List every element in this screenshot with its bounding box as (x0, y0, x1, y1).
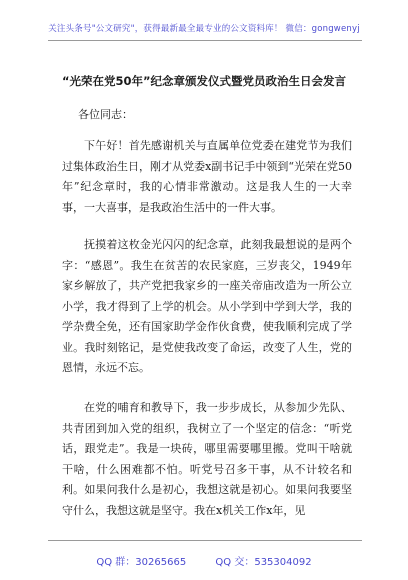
footer-qq-contact: QQ 交：535304092 (215, 557, 312, 568)
paragraph-1: 下午好！首先感谢机关与直属单位党委在建党节为我们过集体政治生日，刚才从党委x副书记手中领到“光荣在党50年”纪念章时，我的心情非常激动。这是我人生的一大幸事，一大喜事，是我政治生活中的一件大事。 (62, 139, 352, 214)
footer (0, 553, 408, 568)
top-banner: 关注头条号"公文研究"，获得最新最全最专业的公文资料库！ 微信：gongwenyj (48, 24, 360, 34)
paragraph-3: 在党的哺育和教导下，我一步步成长，从参加少先队、共青团到加入党的组织，我树立了一个坚定的信念：“听党话，跟党走”。我是一块砖，哪里需要哪里搬。党叫干啥就干啥，什么困难都不怕。听党号召多干事，从不计较名和利。如果问我什么是初心，我想这就是初心。如果问我要坚守什么，我想这就是坚守。我在x机关工作x年，见 (62, 401, 352, 517)
paragraph-2: 抚摸着这枚金光闪闪的纪念章，此刻我最想说的是两个字：“感恩”。我生在贫苦的农民家庭，三岁丧父，1949年家乡解放了，共产党把我家乡的一座关帝庙改造为一所公立小学，我才得到了上学的机会。从小学到中学到大学，我的学杂费全免，还有国家助学金作伙食费，使我顺利完成了学业。我时刻铭记，是党使我改变了命运，改变了人生，党的恩情，永远不忘。 (62, 238, 352, 374)
salutation: 各位同志： (78, 108, 133, 121)
document-title: “光荣在党50年”纪念章颁发仪式暨党员政治生日会发言 (61, 74, 347, 88)
top-divider (48, 40, 362, 41)
bottom-divider (48, 540, 362, 541)
footer-qq-group: QQ 群：30265665 (96, 557, 187, 568)
